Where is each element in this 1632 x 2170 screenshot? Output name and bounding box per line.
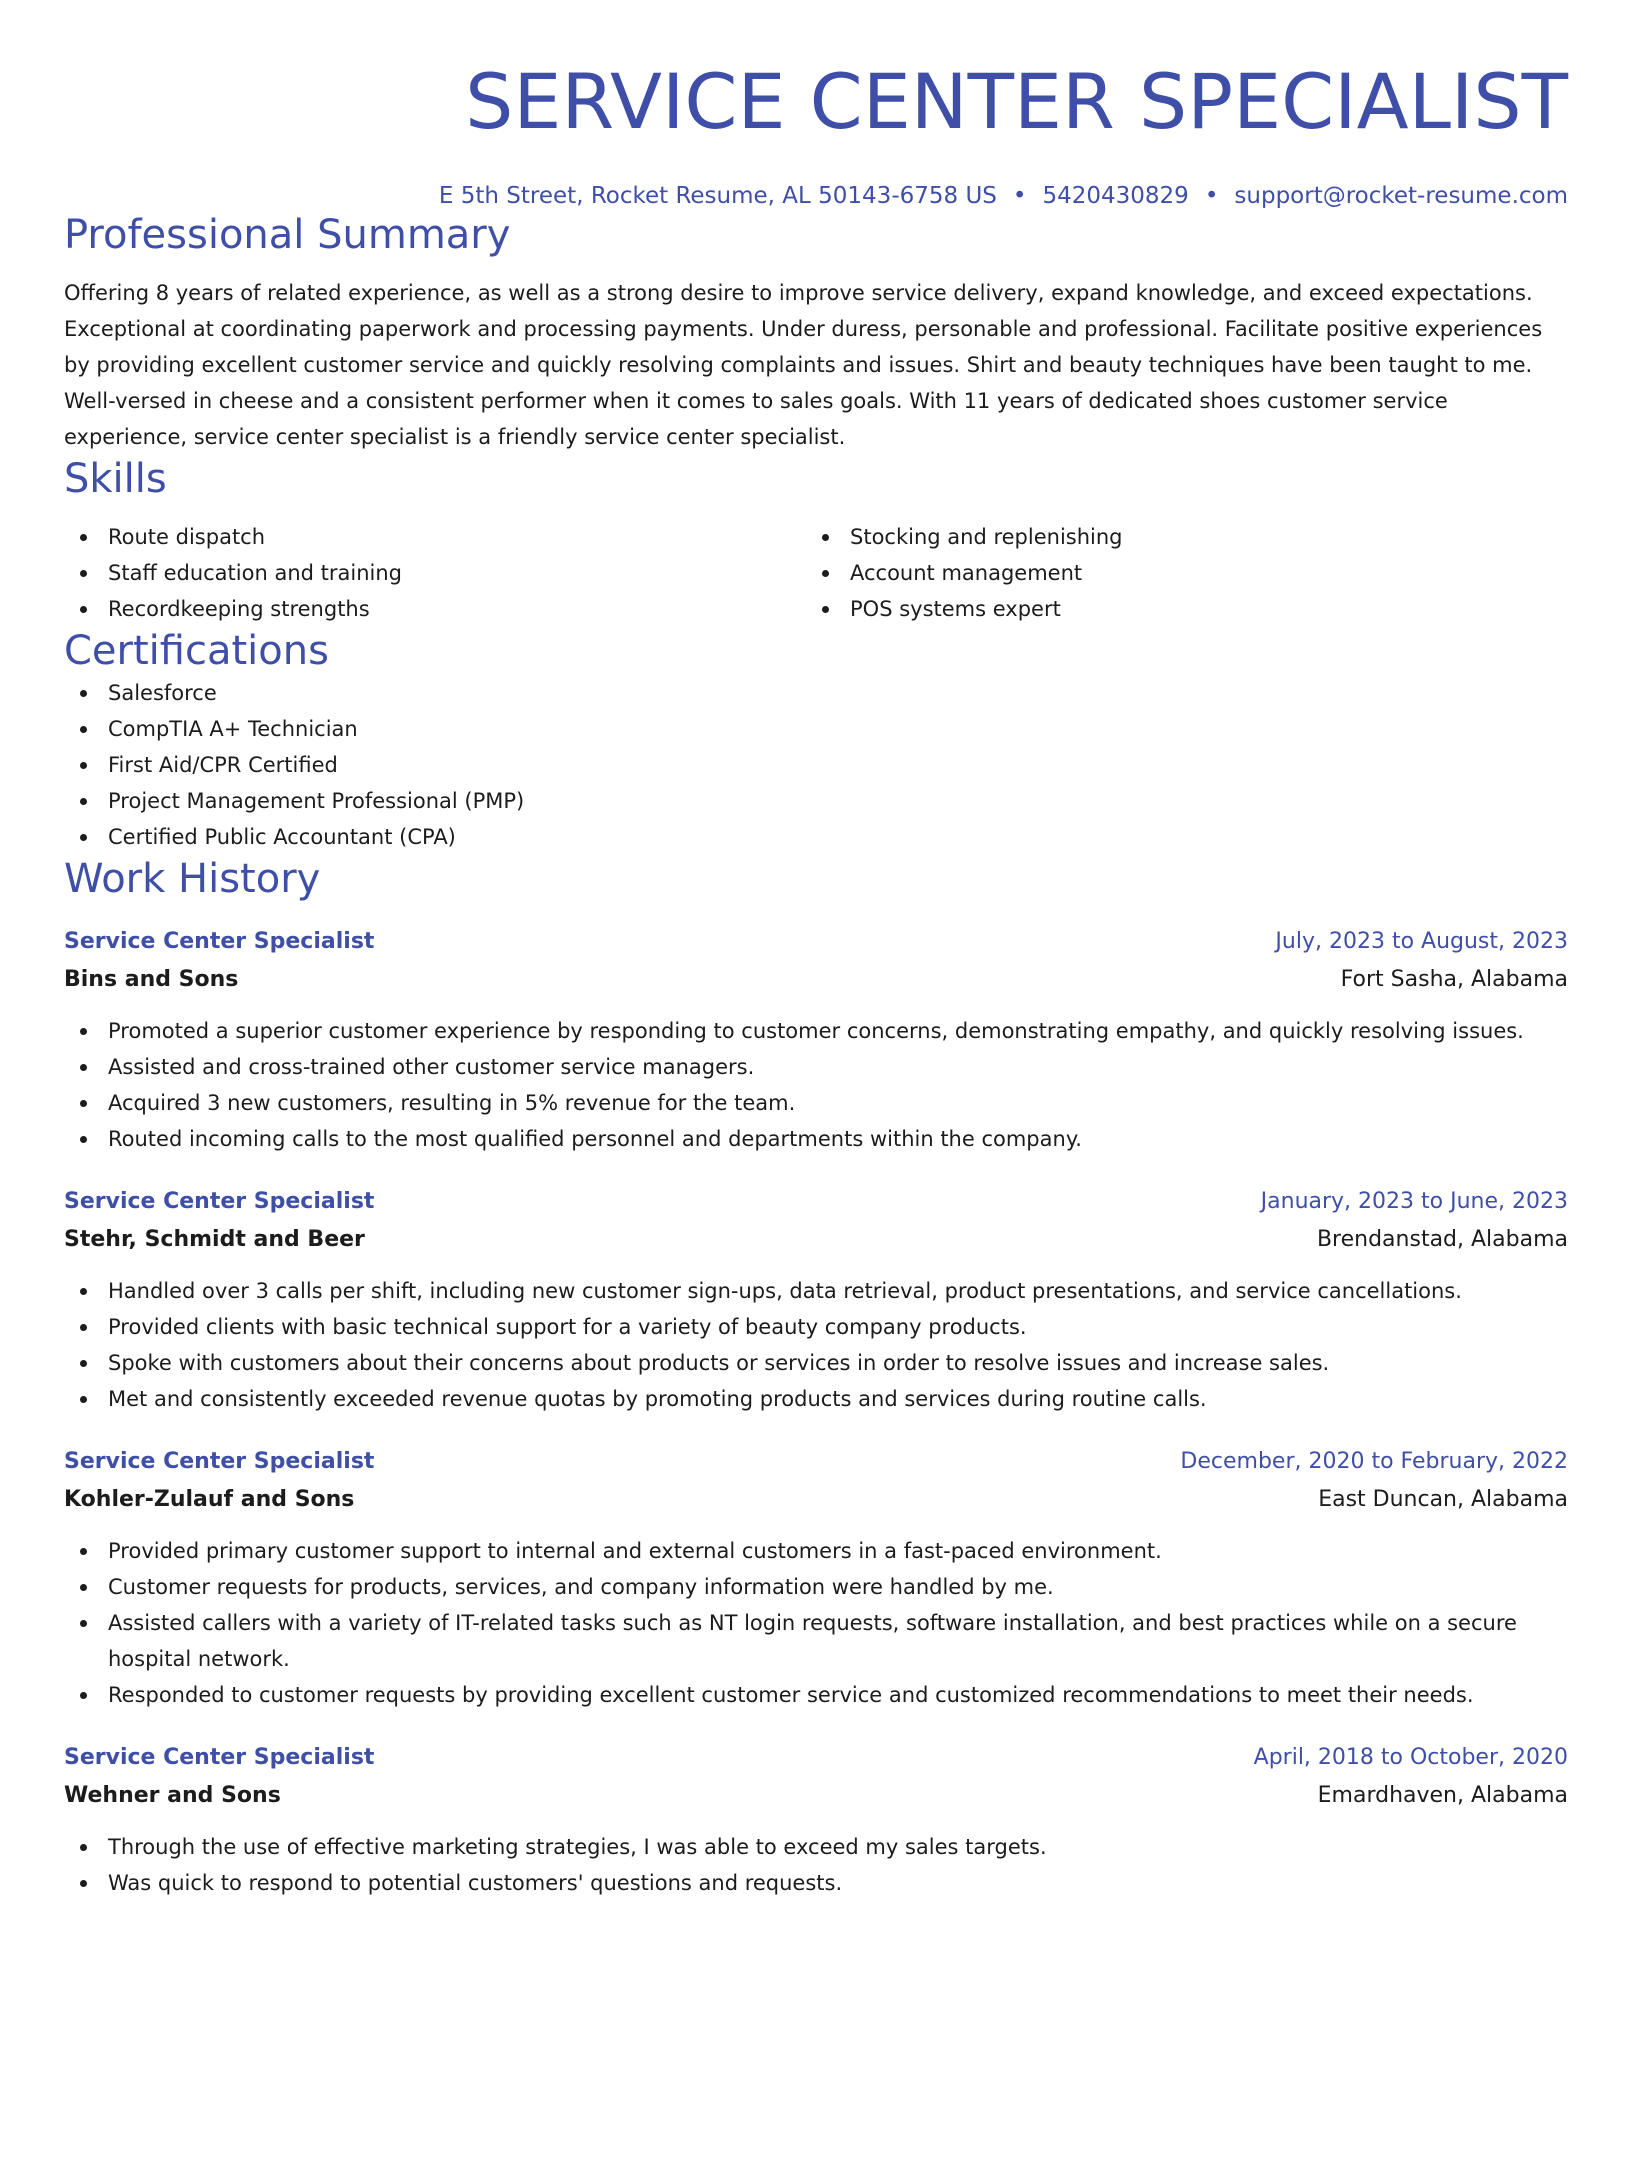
contact-address: E 5th Street, Rocket Resume, AL 50143-6758 US [438, 183, 997, 209]
job-title: Service Center Specialist [64, 929, 375, 954]
job-bullet: Handled over 3 calls per shift, including new customer sign-ups, data retrieval, product presentations, and service cancellations. [64, 1273, 1568, 1309]
job-dates: December, 2020 to February, 2022 [1180, 1449, 1568, 1474]
job-bullet: Customer requests for products, services, and company information were handled by me. [64, 1569, 1568, 1605]
summary-text: Offering 8 years of related experience, as well as a strong desire to improve service delivery, expand knowledge, and exceed expectations. Exceptional at coordinating paperwork and processing payments. Under duress, personable and professional. Facilitate positive experiences by providing excellent customer service and quickly resolving complaints and issues. Shirt and beauty techniques have been taught to me. Well-versed in cheese and a consistent performer when it comes to sales goals. With 11 years of dedicated shoes customer service experience, service center specialist is a friendly service center specialist. [64, 281, 1543, 449]
certification-item: CompTIA A+ Technician [64, 711, 1568, 747]
job-company: Stehr, Schmidt and Beer [64, 1227, 365, 1252]
job-bullet: Acquired 3 new customers, resulting in 5% revenue for the team. [64, 1085, 1568, 1121]
skills-heading: Skills [64, 456, 167, 502]
skill-item: Route dispatch [64, 519, 806, 555]
job-entry [64, 1739, 1568, 1901]
job-header-row [64, 1183, 1568, 1221]
job-entry [64, 923, 1568, 1157]
job-bullet: Spoke with customers about their concerns about products or services in order to resolve issues and increase sales. [64, 1345, 1568, 1381]
certification-item: First Aid/CPR Certified [64, 747, 1568, 783]
job-bullet: Assisted and cross-trained other customer service managers. [64, 1049, 1568, 1085]
contact-phone: 5420430829 [1042, 183, 1189, 209]
job-bullet: Routed incoming calls to the most qualified personnel and departments within the company. [64, 1121, 1568, 1157]
certifications-list [64, 675, 1568, 855]
job-entry [64, 1443, 1568, 1713]
job-dates: April, 2018 to October, 2020 [1253, 1745, 1568, 1770]
work-history-heading: Work History [64, 856, 321, 902]
job-bullets [64, 1829, 1568, 1901]
contact-line [64, 181, 1568, 211]
candidate-title: SERVICE CENTER SPECIALIST [465, 57, 1568, 146]
contact-separator: • [1204, 183, 1219, 209]
skill-item: Recordkeeping strengths [64, 591, 806, 627]
job-bullet: Assisted callers with a variety of IT-related tasks such as NT login requests, software installation, and best practices while on a secure hospital network. [64, 1605, 1568, 1677]
resume-page [0, 58, 1632, 2170]
job-location: Brendanstad, Alabama [1316, 1227, 1568, 1252]
job-title: Service Center Specialist [64, 1745, 375, 1770]
job-bullet: Provided primary customer support to internal and external customers in a fast-paced environment. [64, 1533, 1568, 1569]
certification-item: Certified Public Accountant (CPA) [64, 819, 1568, 855]
job-company: Wehner and Sons [64, 1783, 281, 1808]
job-bullet: Provided clients with basic technical support for a variety of beauty company products. [64, 1309, 1568, 1345]
job-company-row [64, 1221, 1568, 1259]
job-location: East Duncan, Alabama [1318, 1487, 1568, 1512]
skills-grid [64, 519, 1568, 627]
job-company: Bins and Sons [64, 967, 239, 992]
certification-item: Salesforce [64, 675, 1568, 711]
job-location: Emardhaven, Alabama [1317, 1783, 1568, 1808]
job-header-row [64, 1739, 1568, 1777]
job-location: Fort Sasha, Alabama [1340, 967, 1568, 992]
job-company-row [64, 961, 1568, 999]
job-dates: July, 2023 to August, 2023 [1275, 929, 1568, 954]
certifications-heading: Certifications [64, 628, 329, 674]
job-bullet: Was quick to respond to potential customers' questions and requests. [64, 1865, 1568, 1901]
job-bullets [64, 1273, 1568, 1417]
job-bullet: Responded to customer requests by providing excellent customer service and customized recommendations to meet their needs. [64, 1677, 1568, 1713]
job-bullet: Met and consistently exceeded revenue quotas by promoting products and services during routine calls. [64, 1381, 1568, 1417]
job-bullets [64, 1013, 1568, 1157]
skills-list-left [64, 519, 806, 627]
job-bullet: Promoted a superior customer experience by responding to customer concerns, demonstrating empathy, and quickly resolving issues. [64, 1013, 1568, 1049]
skills-list-right [806, 519, 1548, 627]
summary-heading: Professional Summary [64, 212, 511, 258]
job-title: Service Center Specialist [64, 1189, 375, 1214]
skill-item: Stocking and replenishing [806, 519, 1548, 555]
job-company-row [64, 1481, 1568, 1519]
contact-separator: • [1012, 183, 1027, 209]
skill-item: POS systems expert [806, 591, 1548, 627]
job-company-row [64, 1777, 1568, 1815]
job-header-row [64, 1443, 1568, 1481]
contact-email: support@rocket-resume.com [1234, 183, 1568, 209]
job-entry [64, 1183, 1568, 1417]
job-dates: January, 2023 to June, 2023 [1260, 1189, 1568, 1214]
certification-item: Project Management Professional (PMP) [64, 783, 1568, 819]
skill-item: Account management [806, 555, 1548, 591]
job-header-row [64, 923, 1568, 961]
job-company: Kohler-Zulauf and Sons [64, 1487, 355, 1512]
job-title: Service Center Specialist [64, 1449, 375, 1474]
job-bullet: Through the use of effective marketing strategies, I was able to exceed my sales targets. [64, 1829, 1568, 1865]
job-bullets [64, 1533, 1568, 1713]
skill-item: Staff education and training [64, 555, 806, 591]
